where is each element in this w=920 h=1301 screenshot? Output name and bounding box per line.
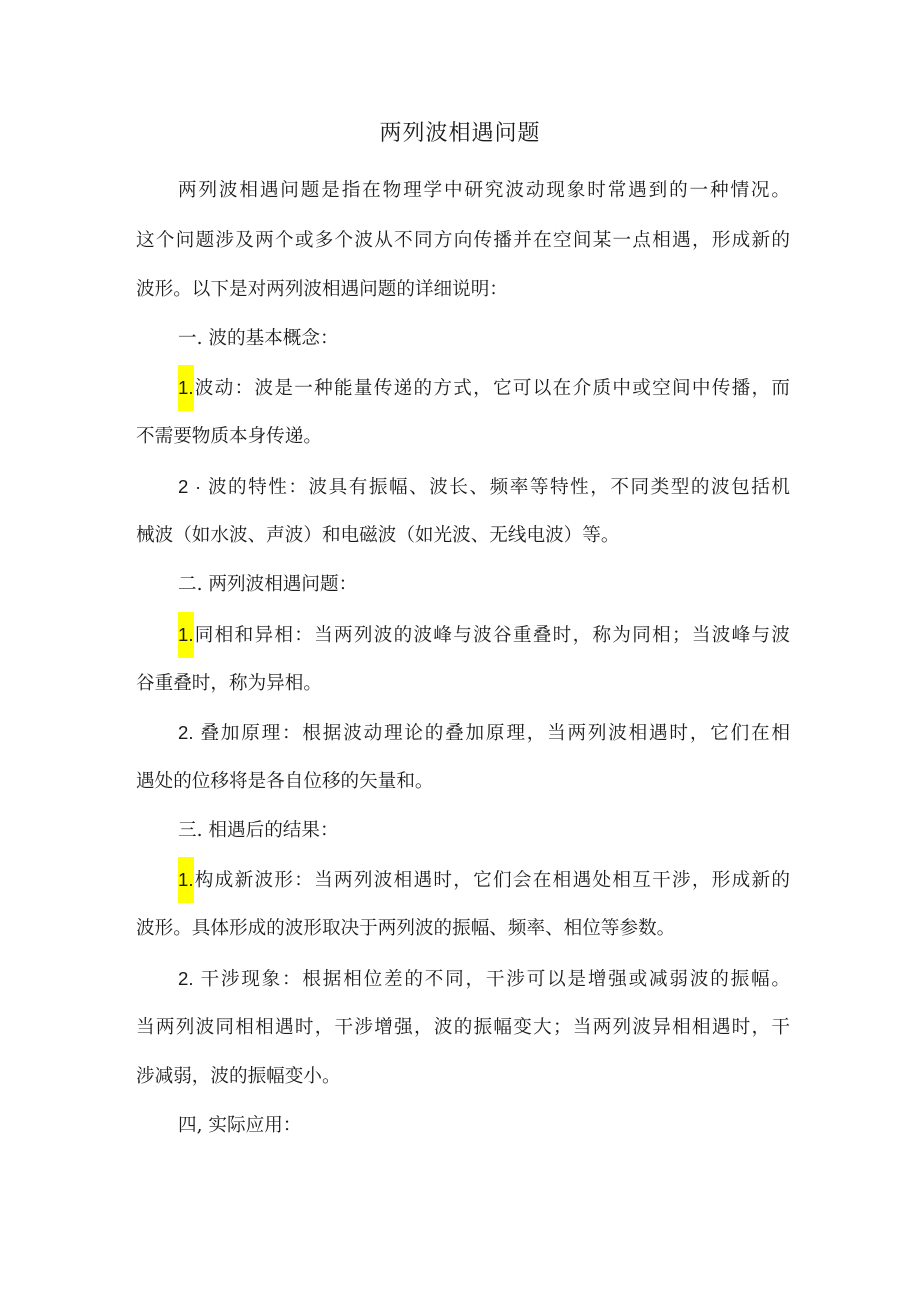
- item-text: 叠加原理：根据波动理论的叠加原理，当两列波相遇时，它们在相: [200, 723, 790, 744]
- section-1-item-1-line-1: [178, 373, 790, 404]
- item-number: 2.: [178, 968, 201, 989]
- section-3-item-2-line-1: [178, 964, 790, 995]
- section-2-item-1-line-1: [178, 620, 790, 651]
- item-text: 同相和异相：当两列波的波峰与波谷重叠时，称为同相；当波峰与波: [193, 625, 790, 646]
- section-3-item-2-line-2: 当两列波同相相遇时，干涉增强，波的振幅变大；当两列波异相相遇时，干: [136, 1017, 790, 1038]
- section-1-item-2-line-1: [178, 472, 790, 503]
- item-number: 2 ·: [178, 476, 208, 497]
- highlighted-number: 1.: [178, 365, 194, 411]
- intro-line-1: 两列波相遇问题是指在物理学中研究波动现象时常遇到的一种情况。: [178, 180, 790, 201]
- section-1-item-2-line-2: 械波（如水波、声波）和电磁波（如光波、无线电波）等。: [136, 525, 620, 546]
- section-2-item-1-line-2: 谷重叠时，称为异相。: [136, 673, 322, 694]
- highlighted-number: 1.: [178, 612, 194, 658]
- section-3-item-2-line-3: 涉减弱，波的振幅变小。: [136, 1066, 341, 1087]
- document-title: 两列波相遇问题: [379, 121, 541, 146]
- section-2-heading: 二. 两列波相遇问题：: [178, 574, 358, 595]
- section-3-item-1-line-2: 波形。具体形成的波形取决于两列波的振幅、频率、相位等参数。: [136, 918, 676, 939]
- intro-line-2: 这个问题涉及两个或多个波从不同方向传播并在空间某一点相遇，形成新的: [136, 230, 790, 251]
- section-2-item-2-line-2: 遇处的位移将是各自位移的矢量和。: [136, 771, 434, 792]
- section-3-heading: 三. 相遇后的结果：: [178, 820, 339, 841]
- item-text: 干涉现象：根据相位差的不同，干涉可以是增强或减弱波的振幅。: [200, 969, 790, 990]
- item-number: 2.: [178, 722, 201, 743]
- item-text: 波的特性：波具有振幅、波长、频率等特性，不同类型的波包括机: [207, 477, 790, 498]
- intro-line-3: 波形。以下是对两列波相遇问题的详细说明：: [136, 279, 508, 300]
- item-text: 波动：波是一种能量传递的方式，它可以在介质中或空间中传播，而: [193, 378, 790, 399]
- section-2-item-2-line-1: [178, 718, 790, 749]
- highlighted-number: 1.: [178, 857, 194, 903]
- section-1-item-1-line-2: 不需要物质本身传递。: [136, 426, 322, 447]
- section-3-item-1-line-1: [178, 865, 790, 896]
- section-1-heading: 一. 波的基本概念：: [178, 328, 339, 349]
- section-4-heading: 四, 实际应用：: [178, 1115, 302, 1136]
- item-text: 构成新波形：当两列波相遇时，它们会在相遇处相互干涉，形成新的: [193, 870, 790, 891]
